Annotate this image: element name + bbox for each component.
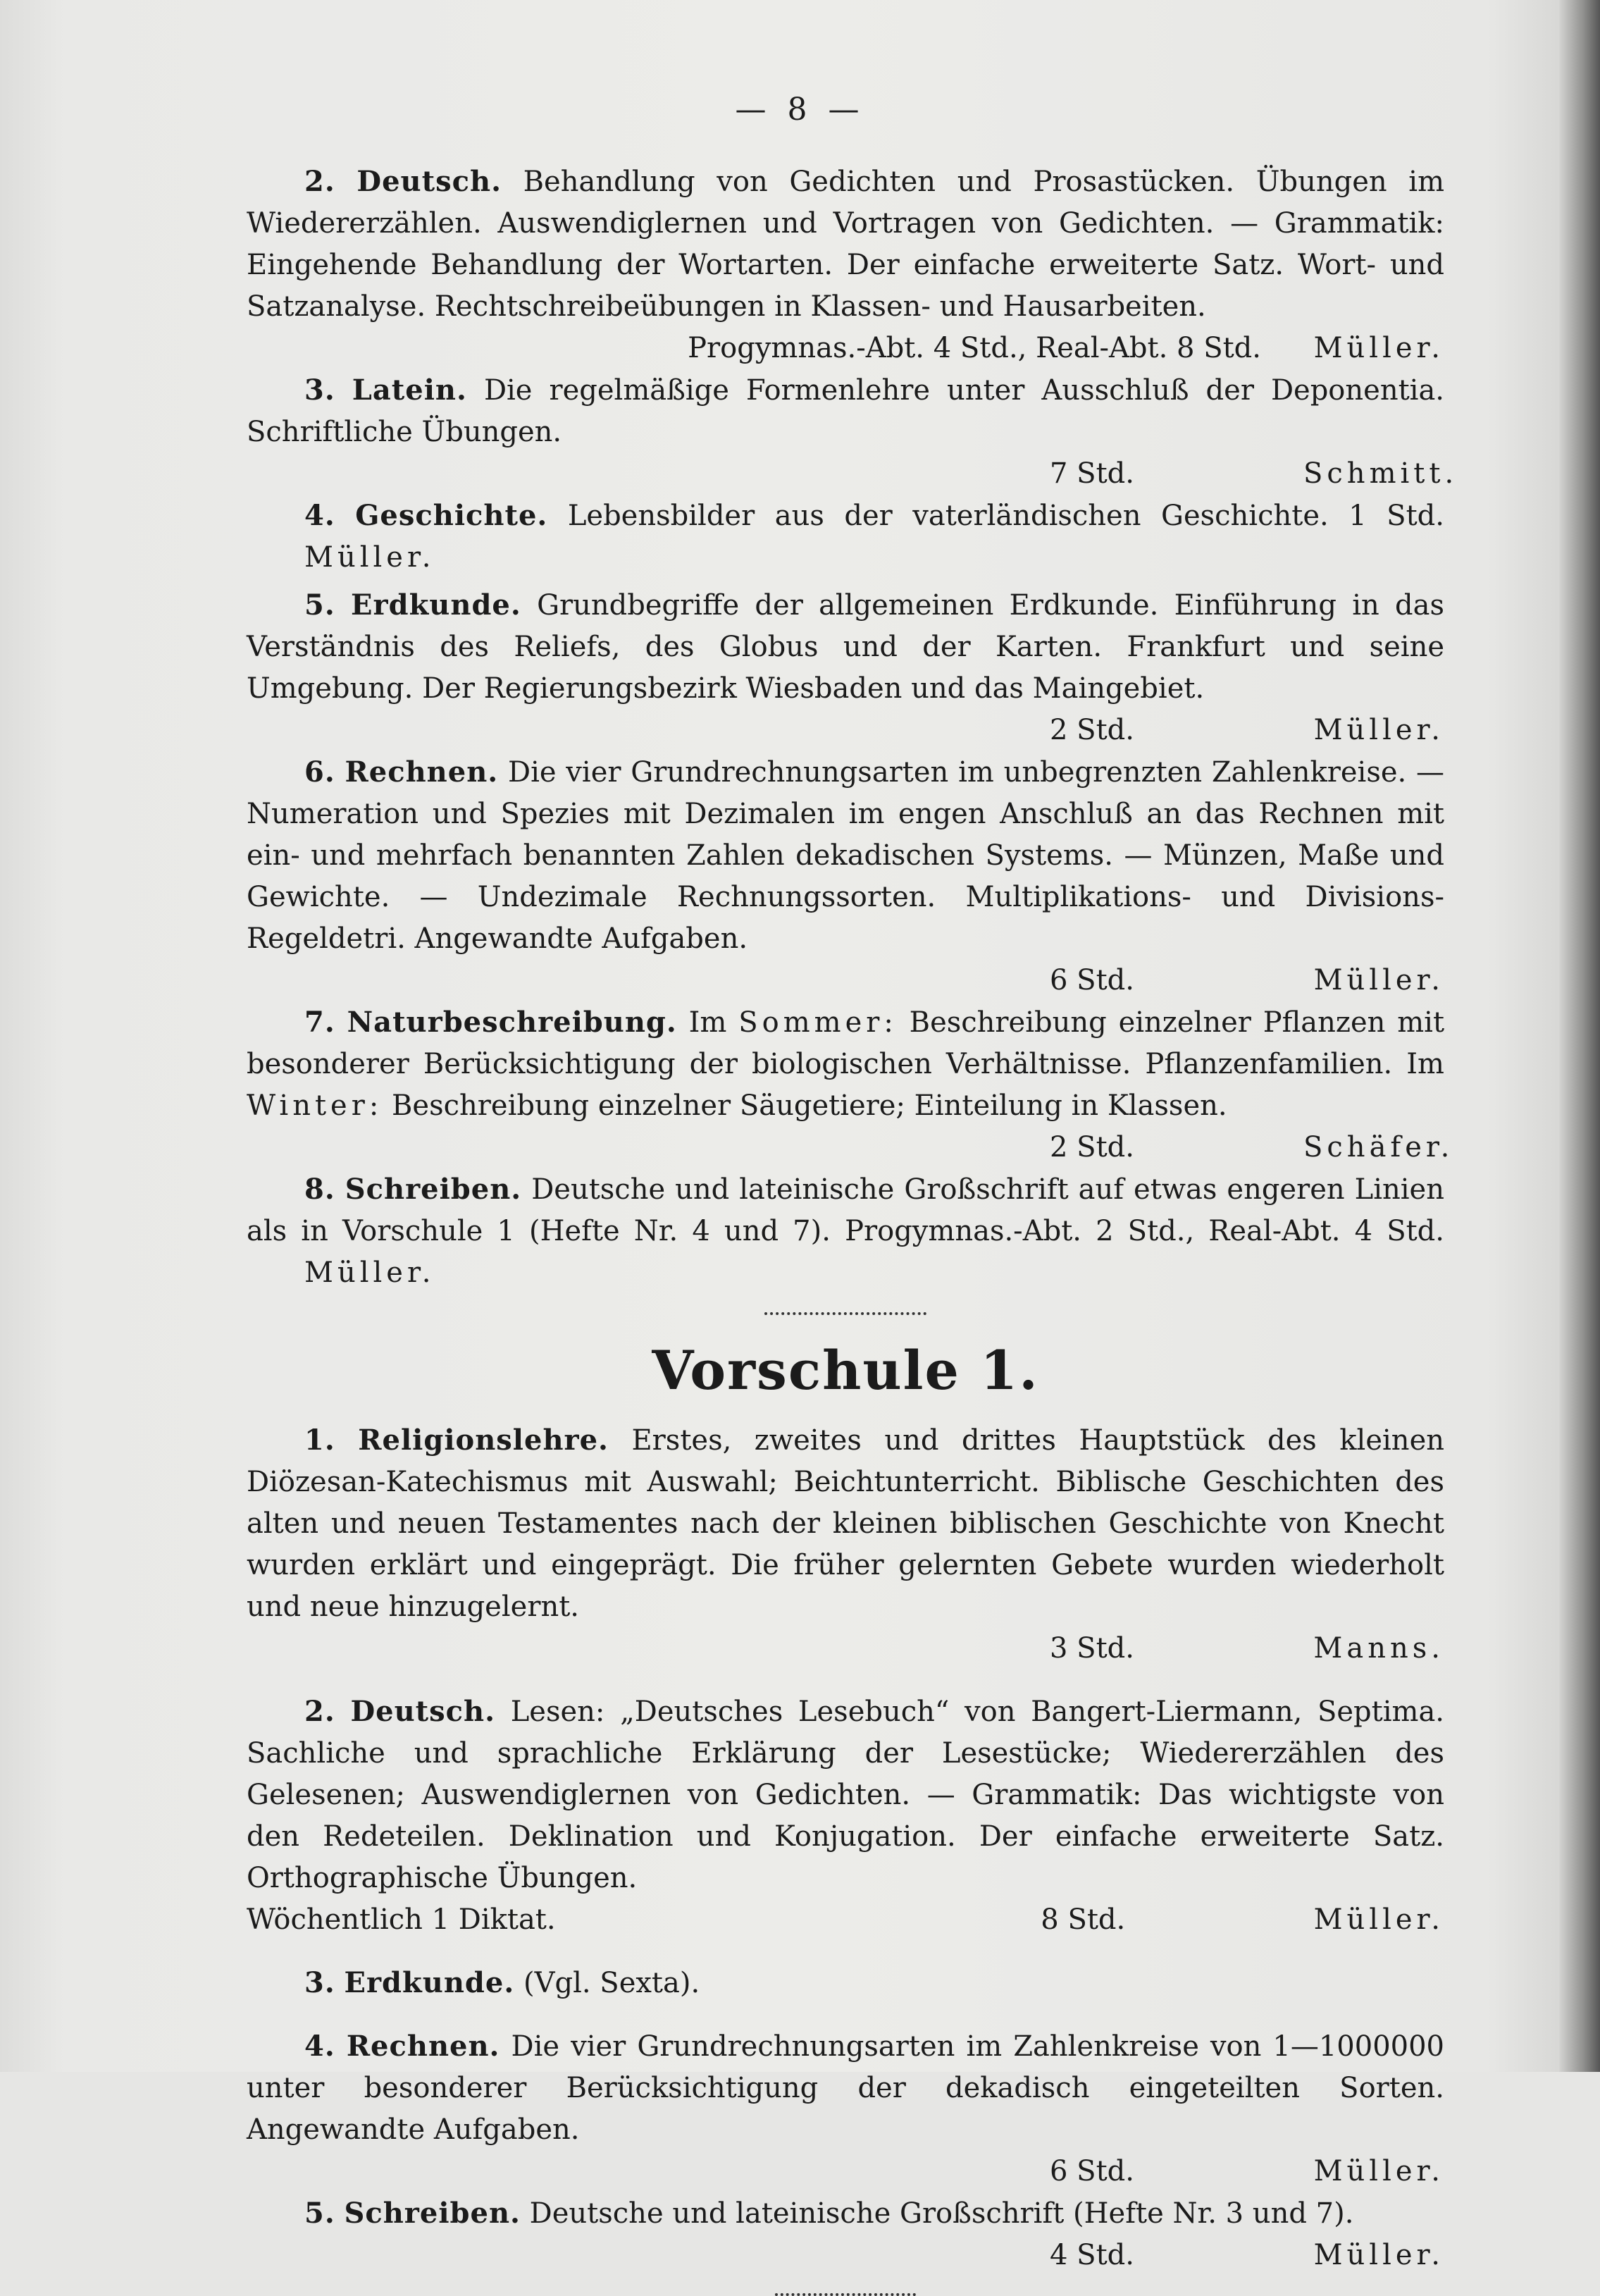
item-number: 4. bbox=[304, 499, 335, 532]
paragraph-rechnen-vorschule bbox=[247, 2025, 1444, 2151]
paragraph-religionslehre bbox=[247, 1419, 1444, 1628]
paragraph-text: Im bbox=[688, 1006, 727, 1039]
subject-heading: Geschichte. bbox=[355, 499, 548, 532]
hours-text: 1 Std. bbox=[1348, 500, 1444, 532]
dotted-separator bbox=[775, 2293, 916, 2296]
hours-text: 3 Std. bbox=[1050, 1632, 1134, 1665]
page-content bbox=[247, 161, 1458, 2296]
paragraph-text: Grundbegriffe der allgemeinen Erdkunde. Einführung in das Verständnis des Reliefs, des Globus und der Karten. Frankfurt und seine Umgebung. Der Regierungsbezirk Wiesbaden und das Maingebiet. bbox=[247, 589, 1444, 705]
teacher-name: Schmitt. bbox=[1303, 457, 1458, 490]
paragraph-text: (Vgl. Sexta). bbox=[523, 1967, 700, 1999]
paragraph-text: Die vier Grundrechnungsarten im Zahlenkreise von 1—1000000 unter besonderer Berücksichtigung der dekadisch eingeteilten Sorten. Angewandte Aufgaben. bbox=[247, 2030, 1444, 2146]
season-label-winter: Winter: bbox=[247, 1090, 383, 1122]
paragraph-text: Beschreibung einzelner Säugetiere; Einteilung in Klassen. bbox=[392, 1090, 1227, 1122]
item-number: 8. bbox=[304, 1173, 335, 1206]
subject-heading: Rechnen. bbox=[346, 2030, 500, 2063]
extra-note: Wöchentlich 1 Diktat. bbox=[247, 1903, 556, 1936]
hours-line bbox=[247, 1127, 1454, 1168]
subject-heading: Schreiben. bbox=[345, 1173, 522, 1206]
subject-heading: Erdkunde. bbox=[351, 588, 521, 622]
teacher-name: Müller. bbox=[1313, 964, 1444, 996]
item-number: 3. bbox=[304, 1966, 335, 1999]
subject-heading: Naturbeschreibung. bbox=[347, 1006, 677, 1039]
item-number: 2. bbox=[304, 165, 335, 198]
hours-text: 2 Std. bbox=[1050, 714, 1134, 746]
paragraph-text: Deutsche und lateinische Großschrift (Hefte Nr. 3 und 7). bbox=[529, 2197, 1354, 2230]
teacher-name: Müller. bbox=[1313, 2155, 1444, 2187]
hours-text: 8 Std. bbox=[1041, 1903, 1126, 1936]
paragraph-text: Erstes, zweites und drittes Hauptstück des kleinen Diözesan-Katechismus mit Auswahl; Beichtunterricht. Biblische Geschichten des alten und neuen Testamentes nach der kleinen biblischen Geschichte von Knecht wurden erklärt und eingeprägt. Die früher gelernten Gebete wurden wiederholt und neue hinzugelernt. bbox=[247, 1424, 1444, 1623]
paragraph-naturbeschreibung bbox=[247, 1001, 1444, 1127]
item-number: 1. bbox=[304, 1424, 335, 1457]
paragraph-erdkunde-vorschule bbox=[247, 1962, 1444, 2004]
hours-text: Progymnas.-Abt. 4 Std., Real-Abt. 8 Std. bbox=[688, 332, 1261, 364]
subject-heading: Religionslehre. bbox=[358, 1424, 609, 1457]
teacher-name: Müller. bbox=[1313, 332, 1444, 364]
paragraph-text: Die regelmäßige Formenlehre unter Ausschluß der Deponentia. Schriftliche Übungen. bbox=[247, 374, 1445, 448]
hours-line bbox=[247, 710, 1444, 751]
hours-line bbox=[247, 1899, 1444, 1941]
teacher-name: Müller. bbox=[304, 1257, 435, 1289]
teacher-name: Schäfer. bbox=[1303, 1131, 1454, 1164]
page-edge-shadow bbox=[1559, 0, 1600, 2072]
hours-line bbox=[247, 2151, 1444, 2192]
hours-line bbox=[247, 1628, 1444, 1669]
teacher-name: Müller. bbox=[1313, 714, 1444, 746]
paragraph-text: Deutsche und lateinische Großschrift auf etwas engeren Linien als in Vorschule 1 (Hefte Nr. 4 und 7). bbox=[247, 1173, 1444, 1247]
subject-heading: Deutsch. bbox=[356, 165, 502, 198]
paragraph-deutsch-vorschule bbox=[247, 1691, 1444, 1899]
item-number: 4. bbox=[304, 2030, 335, 2063]
hours-line bbox=[247, 2235, 1444, 2276]
season-label-summer: Sommer: bbox=[738, 1006, 898, 1039]
hours-text: 7 Std. bbox=[1050, 457, 1134, 490]
hours-text: 6 Std. bbox=[1050, 964, 1134, 996]
item-number: 5. bbox=[304, 588, 335, 622]
item-number: 3. bbox=[304, 374, 335, 407]
subject-heading: Schreiben. bbox=[344, 2197, 521, 2230]
paragraph-rechnen bbox=[247, 751, 1444, 960]
section-title: Vorschule 1. bbox=[652, 1339, 1039, 1402]
teacher-name: Müller. bbox=[1313, 2239, 1444, 2271]
hours-line bbox=[247, 960, 1444, 1001]
teacher-name: Manns. bbox=[1313, 1632, 1444, 1665]
item-number: 2. bbox=[304, 1695, 335, 1728]
subject-heading: Erdkunde. bbox=[344, 1966, 515, 1999]
paragraph-latein bbox=[247, 369, 1444, 453]
paragraph-text: Behandlung von Gedichten und Prosastücken. Übungen im Wiedererzählen. Auswendiglernen und Vortragen von Gedichten. — Grammatik: Eingehende Behandlung der Wortarten. Der einfache erweiterte Satz. Wort- und Satzanalyse. Rechtschreibeübungen in Klassen- und Hausarbeiten. bbox=[247, 166, 1445, 323]
hours-line bbox=[247, 328, 1444, 369]
page-number: — 8 — bbox=[735, 92, 865, 128]
paragraph-text: Lebensbilder aus der vaterländischen Geschichte. bbox=[567, 500, 1329, 532]
paragraph-schreiben-vorschule bbox=[247, 2192, 1444, 2235]
item-number: 6. bbox=[304, 755, 335, 789]
teacher-name: Müller. bbox=[304, 541, 435, 574]
hours-line bbox=[247, 453, 1458, 495]
paragraph-text: Beschreibung einzelner Pflanzen mit besonderer Berücksichtigung der biologischen Verhältnisse. Pflanzenfamilien. Im bbox=[247, 1006, 1445, 1080]
hours-text: 2 Std. bbox=[1050, 1131, 1134, 1164]
hours-text: Progymnas.-Abt. 2 Std., Real-Abt. 4 Std. bbox=[845, 1215, 1444, 1247]
paragraph-text: Die vier Grundrechnungsarten im unbegrenzten Zahlenkreise. — Numeration und Spezies mit Dezimalen im engen Anschluß an das Rechnen mit ein- und mehrfach benannten Zahlen dekadischen Systems. — Münzen, Maße und Gewichte. — Undezimale Rechnungssorten. Multiplikations- und Divisions-Regeldetri. Angewandte Aufgaben. bbox=[247, 756, 1445, 955]
subject-heading: Deutsch. bbox=[350, 1695, 496, 1728]
paragraph-text: Lesen: „Deutsches Lesebuch“ von Bangert-Liermann, Septima. Sachliche und sprachliche Erklärung der Lesestücke; Wiedererzählen des Gelesenen; Auswendiglernen von Gedichten. — Grammatik: Das wichtigste von den Redeteilen. Deklination und Konjugation. Der einfache erweiterte Satz. Orthographische Übungen. bbox=[247, 1696, 1445, 1894]
item-number: 5. bbox=[304, 2197, 335, 2230]
hours-text: 6 Std. bbox=[1050, 2155, 1134, 2187]
item-number: 7. bbox=[304, 1006, 335, 1039]
hours-text: 4 Std. bbox=[1050, 2239, 1134, 2271]
paragraph-schreiben bbox=[247, 1168, 1444, 1294]
subject-heading: Latein. bbox=[352, 374, 467, 407]
subject-heading: Rechnen. bbox=[345, 755, 499, 789]
paragraph-geschichte bbox=[247, 495, 1444, 579]
paragraph-erdkunde bbox=[247, 584, 1444, 710]
paragraph-deutsch bbox=[247, 161, 1444, 328]
teacher-name: Müller. bbox=[1313, 1903, 1444, 1936]
dotted-separator bbox=[764, 1312, 926, 1315]
